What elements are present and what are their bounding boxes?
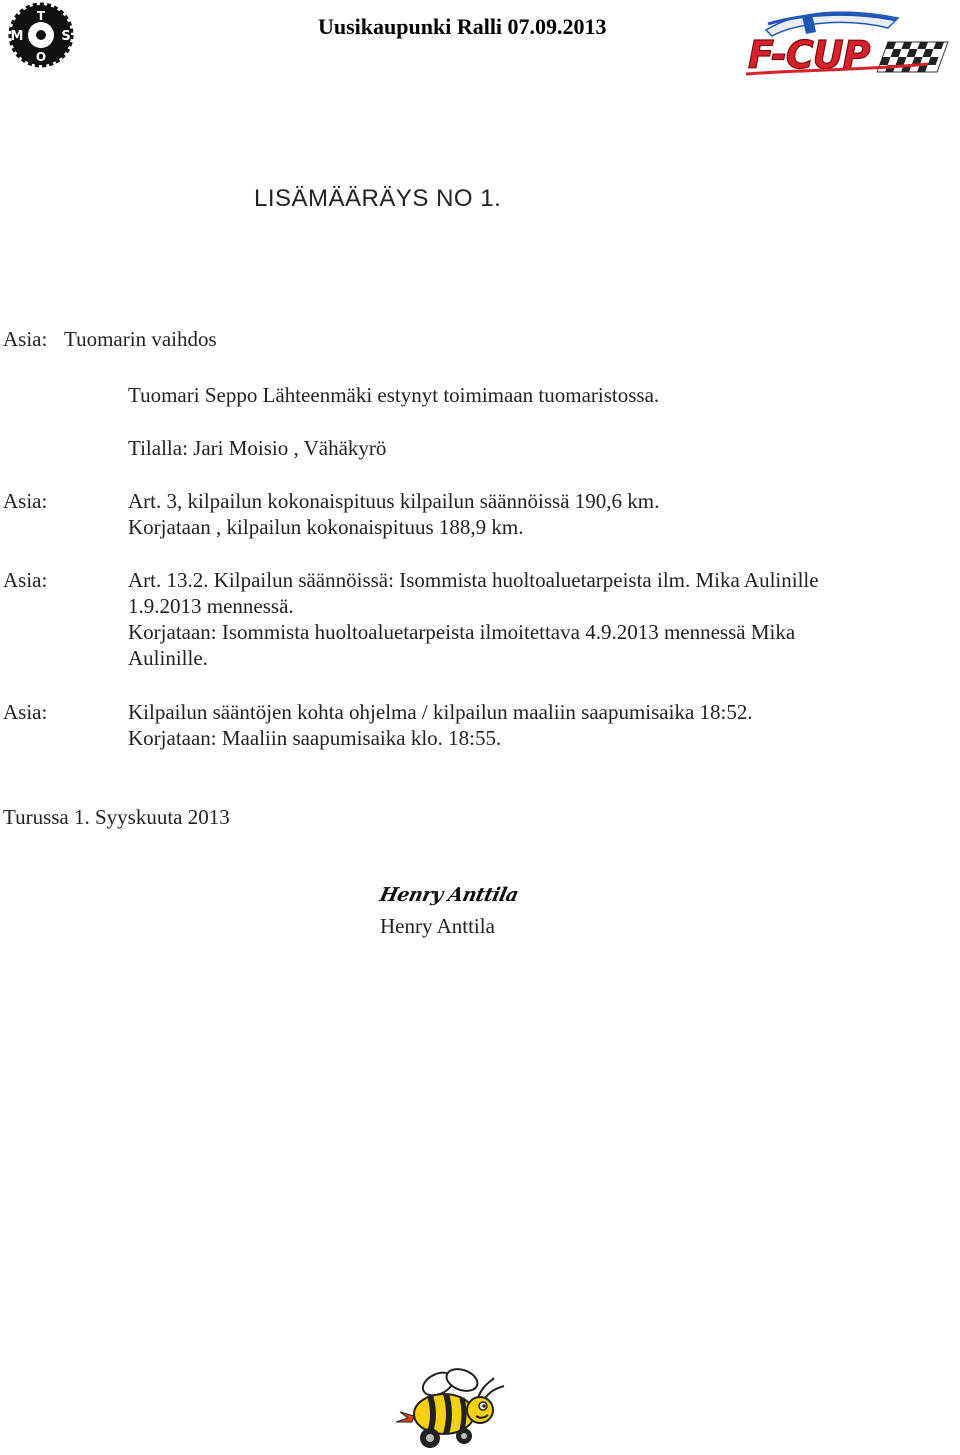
place-date: Turussa 1. Syyskuuta 2013: [3, 805, 230, 829]
section-line: Tuomari Seppo Lähteenmäki estynyt toimimaan tuomaristossa.: [128, 383, 660, 407]
document-title: LISÄMÄÄRÄYS NO 1.: [254, 185, 502, 212]
section-line: Korjataan: Maaliin saapumisaika klo. 18:55.: [128, 726, 502, 750]
section-subject: Tuomarin vaihdos: [64, 327, 217, 351]
section-line: Kilpailun sääntöjen kohta ohjelma / kilpailun maaliin saapumisaika 18:52.: [128, 700, 753, 724]
bee-mascot-icon: [390, 1368, 510, 1450]
asia-label: Asia:: [3, 327, 48, 351]
section-line: Korjataan , kilpailun kokonaispituus 188,9 km.: [128, 515, 524, 539]
asia-label: Asia:: [3, 489, 48, 513]
section-line: Art. 13.2. Kilpailun säännöissä: Isommista huoltoaluetarpeista ilm. Mika Aulinille: [128, 568, 819, 592]
f-cup-logo-icon: [738, 8, 956, 84]
svg-text:T: T: [36, 9, 46, 23]
section-line: Art. 3, kilpailun kokonaispituus kilpailun säännöissä 190,6 km.: [128, 489, 660, 513]
section-line: 1.9.2013 mennessä.: [128, 594, 294, 618]
section-line: Tilalla: Jari Moisio , Vähäkyrö: [128, 436, 387, 460]
svg-text:S: S: [61, 29, 71, 44]
header-title: Uusikaupunki Ralli 07.09.2013: [318, 14, 607, 39]
asia-label: Asia:: [3, 568, 48, 592]
signature: Henry Anttila: [377, 884, 521, 906]
svg-text:M: M: [10, 29, 24, 44]
section-line: Aulinille.: [128, 646, 208, 670]
mos-logo-icon: [4, 2, 78, 68]
svg-text:O: O: [35, 50, 47, 64]
section-line: Korjataan: Isommista huoltoaluetarpeista ilmoitettava 4.9.2013 mennessä Mika: [128, 620, 796, 644]
signer-name: Henry Anttila: [380, 914, 495, 938]
asia-label: Asia:: [3, 700, 48, 724]
svg-text:F-CUP: F-CUP: [748, 33, 870, 77]
